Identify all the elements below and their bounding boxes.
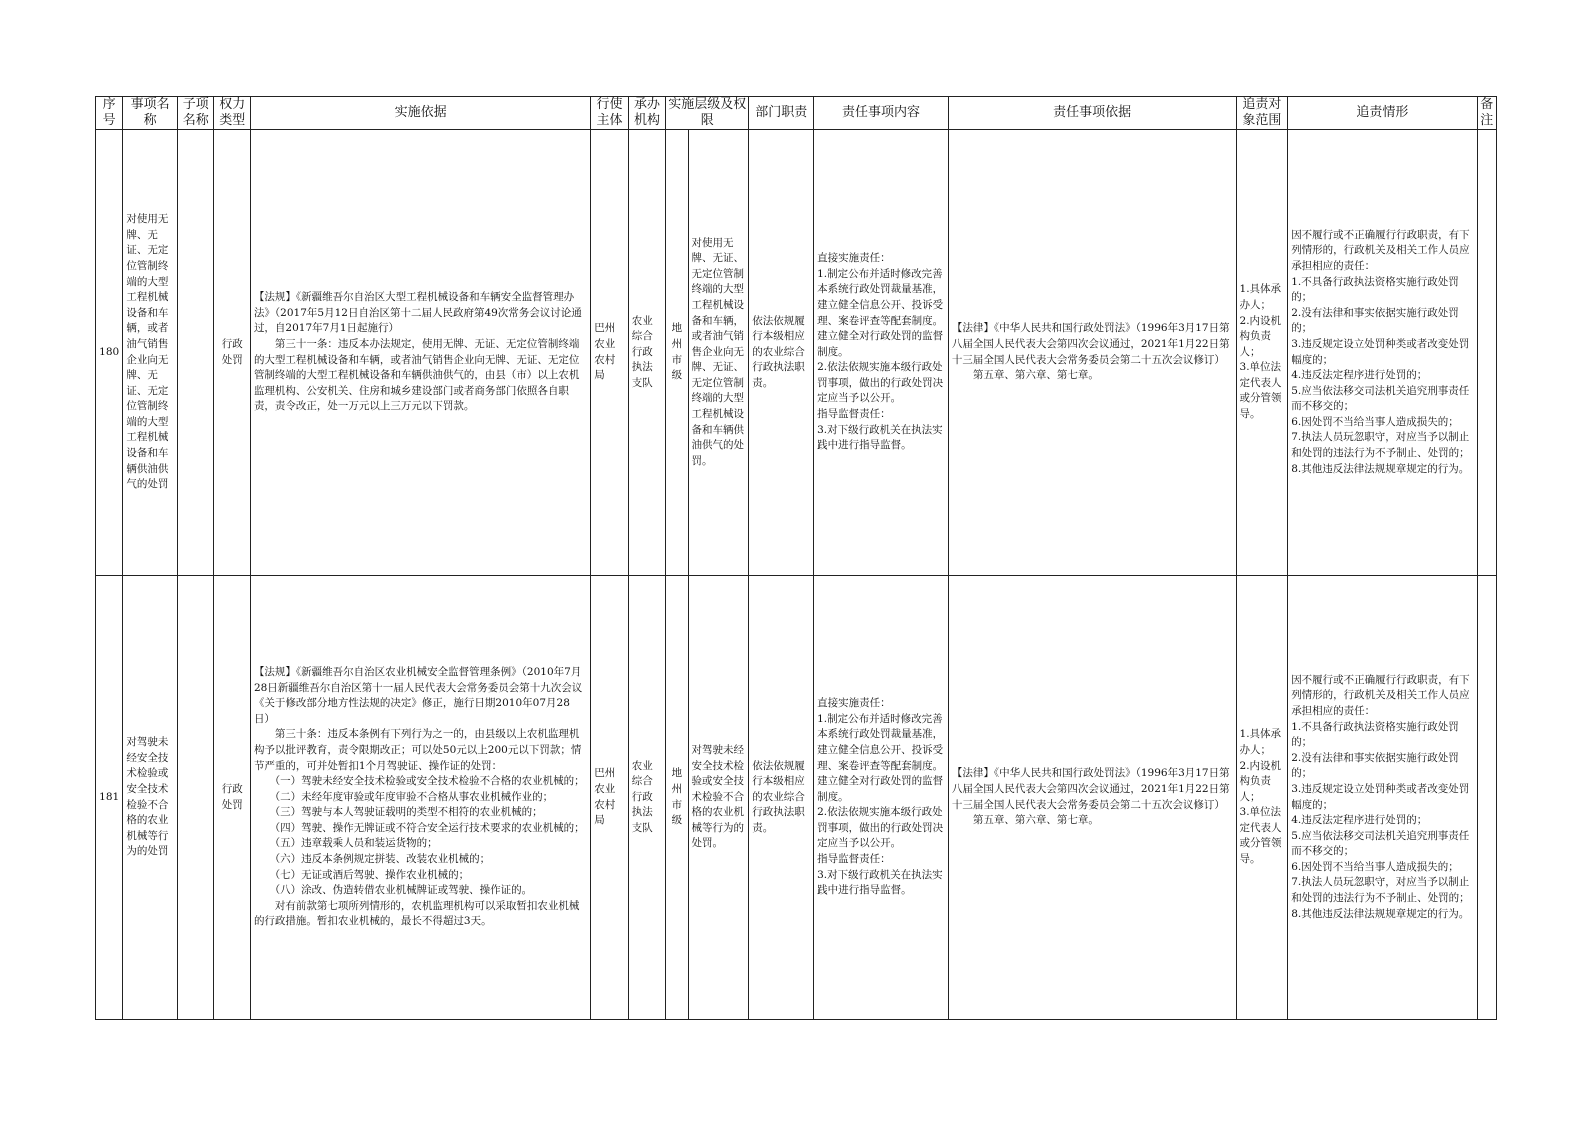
- header-resp-basis: 责任事项依据: [948, 97, 1236, 130]
- cell-seq: 180: [96, 130, 123, 576]
- header-subject: 行使主体: [591, 97, 628, 130]
- table-row: [96, 130, 1497, 576]
- header-sub: 子项名称: [178, 97, 214, 130]
- cell-org: 农业综合行政执法支队: [628, 130, 665, 576]
- cell-remark: [1477, 130, 1496, 576]
- cell-name: 对使用无牌、无证、无定位管制终端的大型工程机械设备和车辆，或者油气销售企业向无牌、无证、无定位管制终端的大型工程机械设备和车辆供油供气的处罚: [123, 130, 178, 576]
- cell-scope: 1.具体承办人； 2.内设机构负责人； 3.单位法定代表人或分管领导。: [1236, 576, 1288, 1020]
- header-org: 承办机构: [628, 97, 665, 130]
- cell-basis: 【法规】《新疆维吾尔自治区大型工程机械设备和车辆安全监督管理办法》（2017年5月12日自治区第十二届人民政府第49次常务会议讨论通过，自2017年7月1日起施行） 第三十一条：违反本办法规定，使用无牌、无证、无定位管制终端的大型工程机械设备和车辆，或者油气销售企业向无牌、无证、无定位管制终端的大型工程机械设备和车辆供油供气的，由县（市）以上农机监理机构、公安机关、住房和城乡建设部门或者商务部门依照各自职责，责令改正，处一万元以上三万元以下罚款。: [250, 130, 590, 576]
- table-row: [96, 576, 1497, 1020]
- cell-resp-content: 直接实施责任： 1.制定公布并适时修改完善本系统行政处罚裁量基准，建立健全信息公开、投诉受理、案卷评查等配套制度。建立健全对行政处罚的监督制度。 2.依法依规实施本级行政处罚事项，做出的行政处罚决定应当予以公开。 指导监督责任： 3.对下级行政机关在执法实践中进行指导监督。: [814, 130, 949, 576]
- cell-level: 地州市级: [666, 576, 688, 1020]
- header-situation: 追责情形: [1288, 97, 1477, 130]
- cell-subject: 巴州农业农村局: [591, 576, 628, 1020]
- header-row: [96, 97, 1497, 130]
- cell-org: 农业综合行政执法支队: [628, 576, 665, 1020]
- cell-resp-basis: 【法律】《中华人民共和国行政处罚法》（1996年3月17日第八届全国人民代表大会第四次会议通过，2021年1月22日第十三届全国人民代表大会常务委员会第二十五次会议修订） 第五章、第六章、第七章。: [948, 130, 1236, 576]
- cell-type: 行政处罚: [214, 130, 250, 576]
- header-name: 事项名称: [123, 97, 178, 130]
- cell-situation: 因不履行或不正确履行行政职责，有下列情形的，行政机关及相关工作人员应承担相应的责任： 1.不具备行政执法资格实施行政处罚的； 2.没有法律和事实依据实施行政处罚的； 3.违反规定设立处罚种类或者改变处罚幅度的； 4.违反法定程序进行处罚的； 5.应当依法移交司法机关追究刑事责任而不移交的； 6.因处罚不当给当事人造成损失的； 7.执法人员玩忽职守，对应当予以制止和处罚的违法行为不予制止、处罚的； 8.其他违反法律法规规章规定的行为。: [1288, 130, 1477, 576]
- header-scope: 追责对象范围: [1236, 97, 1288, 130]
- cell-level: 地州市级: [666, 130, 688, 576]
- cell-duty: 依法依规履行本级相应的农业综合行政执法职责。: [749, 576, 814, 1020]
- cell-remark: [1477, 576, 1496, 1020]
- cell-subject: 巴州农业农村局: [591, 130, 628, 576]
- cell-sub: [178, 130, 214, 576]
- cell-seq: 181: [96, 576, 123, 1020]
- header-seq: 序号: [96, 97, 123, 130]
- cell-level-scope: 对使用无牌、无证、无定位管制终端的大型工程机械设备和车辆，或者油气销售企业向无牌、无证、无定位管制终端的大型工程机械设备和车辆供油供气的处罚。: [688, 130, 749, 576]
- cell-situation: 因不履行或不正确履行行政职责，有下列情形的，行政机关及相关工作人员应承担相应的责任： 1.不具备行政执法资格实施行政处罚的； 2.没有法律和事实依据实施行政处罚的； 3.违反规定设立处罚种类或者改变处罚幅度的； 4.违反法定程序进行处罚的； 5.应当依法移交司法机关追究刑事责任而不移交的； 6.因处罚不当给当事人造成损失的； 7.执法人员玩忽职守，对应当予以制止和处罚的违法行为不予制止、处罚的； 8.其他违反法律法规规章规定的行为。: [1288, 576, 1477, 1020]
- header-duty: 部门职责: [749, 97, 814, 130]
- cell-sub: [178, 576, 214, 1020]
- power-list-table: [95, 96, 1497, 1020]
- cell-basis: 【法规】《新疆维吾尔自治区农业机械安全监督管理条例》（2010年7月28日新疆维吾尔自治区第十一届人民代表大会常务委员会第十九次会议《关于修改部分地方性法规的决定》修正，施行日期2010年07月28日） 第三十条：违反本条例有下列行为之一的，由县级以上农机监理机构予以批评教育，责令限期改正；可以处50元以上200元以下罚款；情节严重的，可并处暂扣1个月驾驶证、操作证的处罚： （一）驾驶未经安全技术检验或安全技术检验不合格的农业机械的； （二）未经年度审验或年度审验不合格从事农业机械作业的； （三）驾驶与本人驾驶证载明的类型不相符的农业机械的； （四）驾驶、操作无牌证或不符合安全运行技术要求的农业机械的； （五）违章载乘人员和装运货物的； （六）违反本条例规定拼装、改装农业机械的； （七）无证或酒后驾驶、操作农业机械的； （八）涂改、伪造转借农业机械牌证或驾驶、操作证的。 对有前款第七项所列情形的，农机监理机构可以采取暂扣农业机械的行政措施。暂扣农业机械的，最长不得超过3天。: [250, 576, 590, 1020]
- header-basis: 实施依据: [250, 97, 590, 130]
- cell-duty: 依法依规履行本级相应的农业综合行政执法职责。: [749, 130, 814, 576]
- cell-resp-basis: 【法律】《中华人民共和国行政处罚法》（1996年3月17日第八届全国人民代表大会第四次会议通过，2021年1月22日第十三届全国人民代表大会常务委员会第二十五次会议修订） 第五章、第六章、第七章。: [948, 576, 1236, 1020]
- header-level: 实施层级及权限: [666, 97, 749, 130]
- header-type: 权力类型: [214, 97, 250, 130]
- cell-level-scope: 对驾驶未经安全技术检验或安全技术检验不合格的农业机械等行为的处罚。: [688, 576, 749, 1020]
- header-remark: 备注: [1477, 97, 1496, 130]
- cell-type: 行政处罚: [214, 576, 250, 1020]
- cell-scope: 1.具体承办人； 2.内设机构负责人； 3.单位法定代表人或分管领导。: [1236, 130, 1288, 576]
- header-resp-content: 责任事项内容: [814, 97, 949, 130]
- cell-name: 对驾驶未经安全技术检验或安全技术检验不合格的农业机械等行为的处罚: [123, 576, 178, 1020]
- cell-resp-content: 直接实施责任： 1.制定公布并适时修改完善本系统行政处罚裁量基准，建立健全信息公开、投诉受理、案卷评查等配套制度。建立健全对行政处罚的监督制度。 2.依法依规实施本级行政处罚事项，做出的行政处罚决定应当予以公开。 指导监督责任： 3.对下级行政机关在执法实践中进行指导监督。: [814, 576, 949, 1020]
